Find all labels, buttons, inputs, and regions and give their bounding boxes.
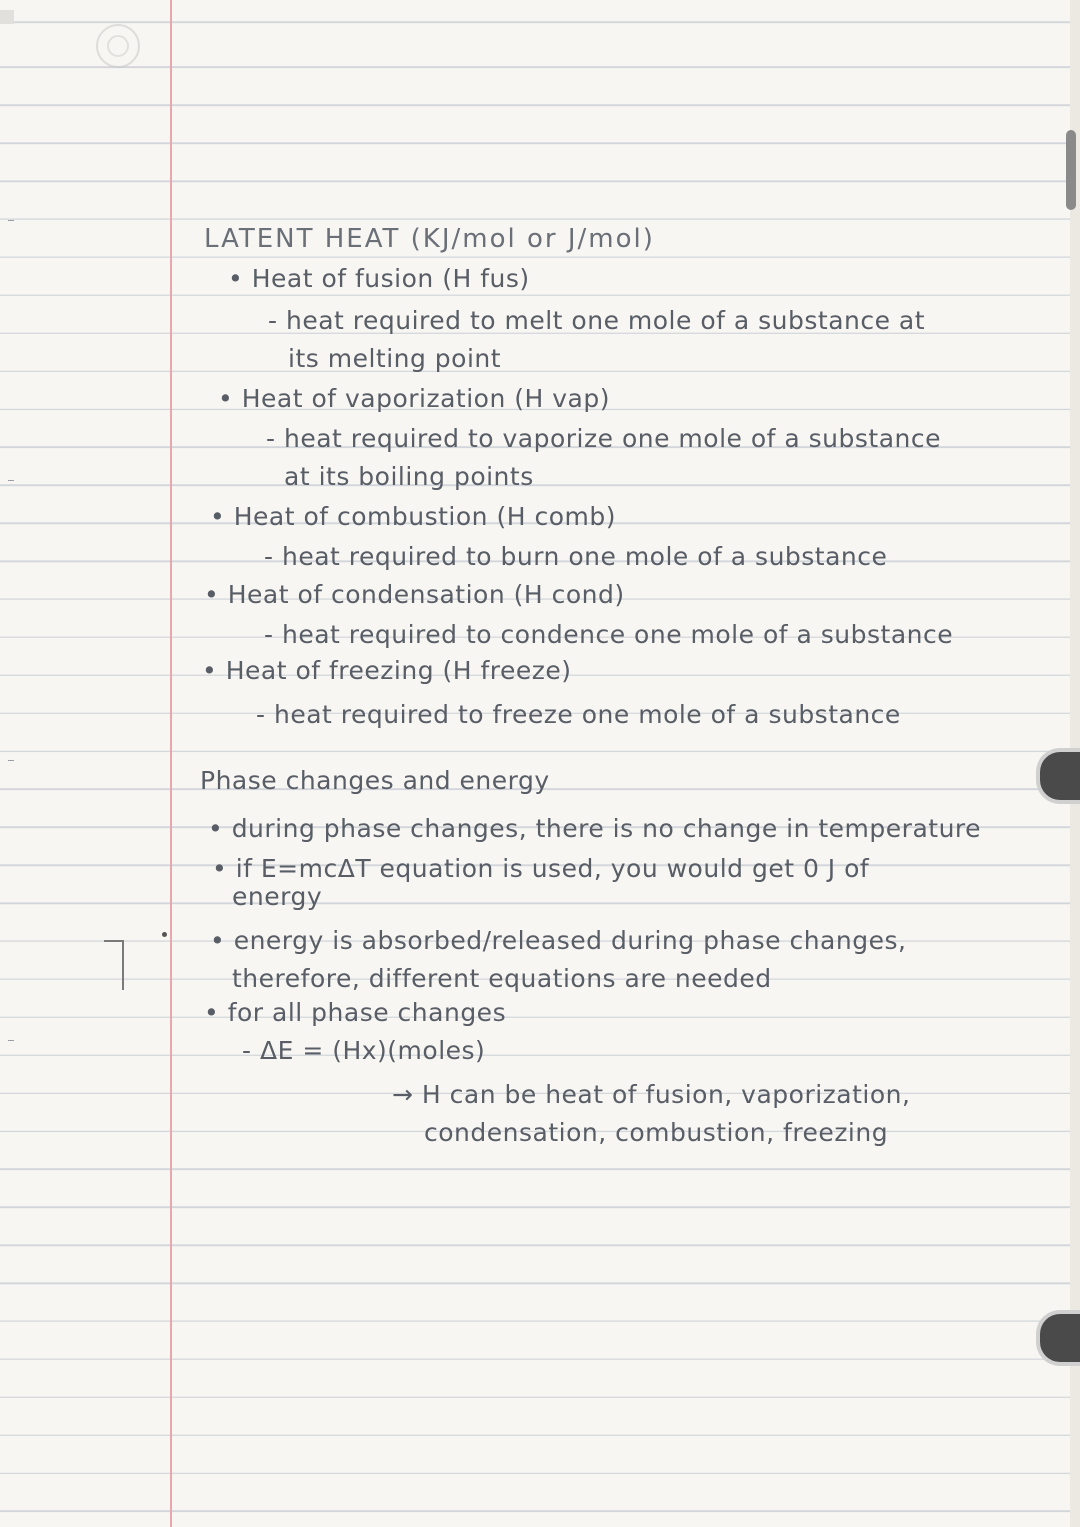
note-line: - heat required to freeze one mole of a substance	[256, 700, 901, 729]
note-line: - heat required to vaporize one mole of a substance	[266, 424, 942, 453]
note-line: energy	[232, 882, 323, 911]
note-line: • Heat of freezing (H freeze)	[202, 656, 572, 685]
notes-title: LATENT HEAT (KJ/mol or J/mol)	[204, 224, 655, 254]
note-line: • if E=mcΔT equation is used, you would get 0 J of	[212, 854, 870, 883]
note-line: - ΔE = (Hx)(moles)	[242, 1036, 486, 1065]
note-line: • Heat of condensation (H cond)	[204, 580, 625, 609]
note-line: → H can be heat of fusion, vaporization,	[392, 1080, 911, 1109]
note-line: • Heat of combustion (H comb)	[210, 502, 616, 531]
note-line: - heat required to melt one mole of a substance at	[268, 306, 926, 335]
note-line: • Heat of vaporization (H vap)	[218, 384, 611, 413]
ruling-tick	[8, 1040, 14, 1041]
note-line: • energy is absorbed/released during phase changes,	[210, 926, 907, 955]
note-line: • during phase changes, there is no change in temperature	[208, 814, 982, 843]
note-line: at its boiling points	[284, 462, 534, 491]
ruling-tick	[8, 480, 14, 481]
note-line: • for all phase changes	[204, 998, 507, 1027]
note-line: - heat required to burn one mole of a substance	[264, 542, 888, 571]
binder-ring-hole	[1036, 1310, 1080, 1366]
note-line: therefore, different equations are needed	[232, 964, 772, 993]
section-heading: Phase changes and energy	[200, 766, 550, 795]
binder-clip	[1066, 130, 1076, 210]
note-line: - heat required to condence one mole of a substance	[264, 620, 954, 649]
margin-line	[170, 0, 172, 1527]
ruling-tick	[8, 760, 14, 761]
note-line: • Heat of fusion (H fus)	[228, 264, 530, 293]
note-line: condensation, combustion, freezing	[424, 1118, 889, 1147]
stamp-mark	[96, 24, 140, 68]
margin-bracket-mark	[122, 940, 124, 990]
binder-ring-hole	[1036, 748, 1080, 804]
stray-dot	[162, 932, 167, 937]
ruling-tick	[8, 220, 14, 221]
page-corner	[0, 10, 14, 24]
note-line: its melting point	[288, 344, 502, 373]
